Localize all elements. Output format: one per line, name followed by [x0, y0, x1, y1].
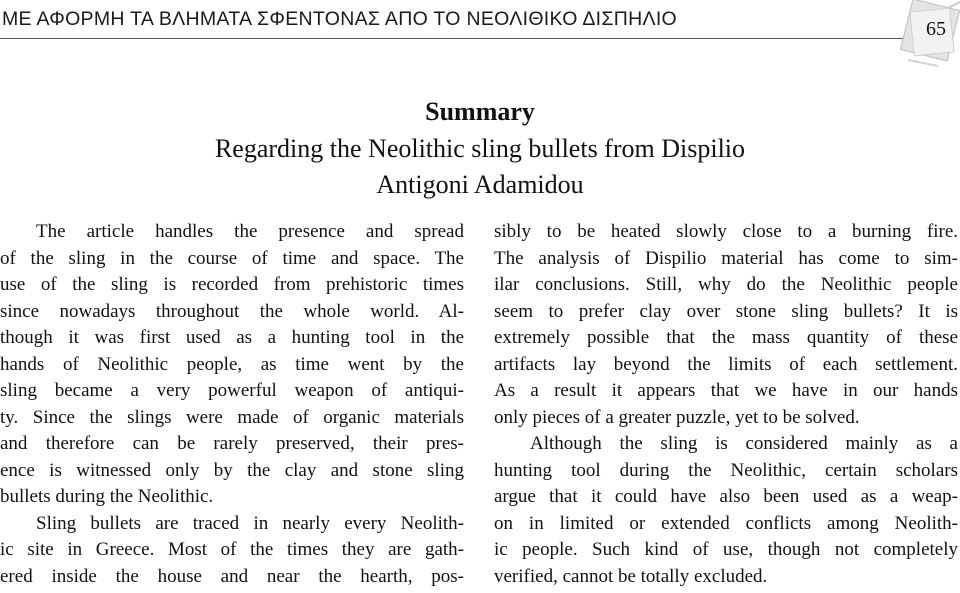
summary-heading: Summary	[425, 97, 535, 126]
text-line: since nowadays throughout the whole world. Al-	[0, 300, 464, 322]
text-line: extremely possible that the mass quantity of these	[494, 327, 958, 348]
header-rule	[0, 38, 905, 39]
text-line: Sling bullets are traced in nearly every Neolith-	[36, 512, 464, 534]
text-line: seem to prefer clay over stone sling bullets? It is	[494, 300, 958, 322]
text-line: argue that it could have also been used as a weap-	[494, 486, 958, 507]
text-line: The article handles the presence and spread	[36, 221, 464, 242]
text-line: ered inside the house and near the hearth, pos-	[0, 565, 464, 587]
text-line: ic people. Such kind of use, though not completely	[494, 539, 958, 560]
text-line: sling became a very powerful weapon of antiqui-	[0, 380, 464, 401]
text-line: Although the sling is considered mainly as a	[530, 433, 958, 454]
text-line: hunting tool during the Neolithic, certain scholars	[494, 459, 958, 481]
text-line: ty. Since the slings were made of organic materials	[0, 406, 464, 428]
running-header-title: ΜΕ ΑΦΟΡΜΗ ΤΑ ΒΛΗΜΑΤΑ ΣΦΕΝΤΟΝΑΣ ΑΠΟ ΤΟ ΝΕΟΛΙΘΙΚΟ ΔΙΣΠΗΛΙΟ	[2, 8, 678, 30]
page-number: 65	[926, 18, 946, 40]
right-text-column	[494, 219, 958, 590]
text-line: on in limited or extended conflicts among Neolith-	[494, 512, 958, 534]
summary-subtitle: Regarding the Neolithic sling bullets from Dispilio	[214, 134, 746, 163]
text-line: hands of Neolithic people, as time went by the	[0, 353, 464, 375]
text-line: artifacts lay beyond the limits of each settlement.	[494, 353, 958, 375]
text-line: bullets during the Neolithic.	[0, 486, 214, 507]
text-line: sibly to be heated slowly close to a burning fire.	[494, 221, 958, 242]
text-line: The analysis of Dispilio material has come to sim-	[494, 247, 958, 269]
author-name: Antigoni Adamidou	[376, 170, 584, 199]
text-line: ence is witnessed only by the clay and stone sling	[0, 459, 464, 481]
text-line: though it was first used as a hunting tool in the	[0, 327, 464, 348]
text-line: verified, cannot be totally excluded.	[494, 565, 768, 587]
text-line: ic site in Greece. Most of the times they are gath-	[0, 539, 464, 560]
text-line: and therefore can be rarely preserved, their pres-	[0, 433, 464, 454]
left-text-column	[0, 219, 464, 590]
text-line: only pieces of a greater puzzle, yet to be solved.	[494, 406, 860, 428]
text-line: ilar conclusions. Still, why do the Neolithic people	[494, 274, 958, 295]
text-line: As a result it appears that we have in our hands	[494, 380, 958, 401]
text-line: use of the sling is recorded from prehistoric times	[0, 274, 464, 295]
text-line: of the sling in the course of time and space. The	[0, 247, 464, 269]
